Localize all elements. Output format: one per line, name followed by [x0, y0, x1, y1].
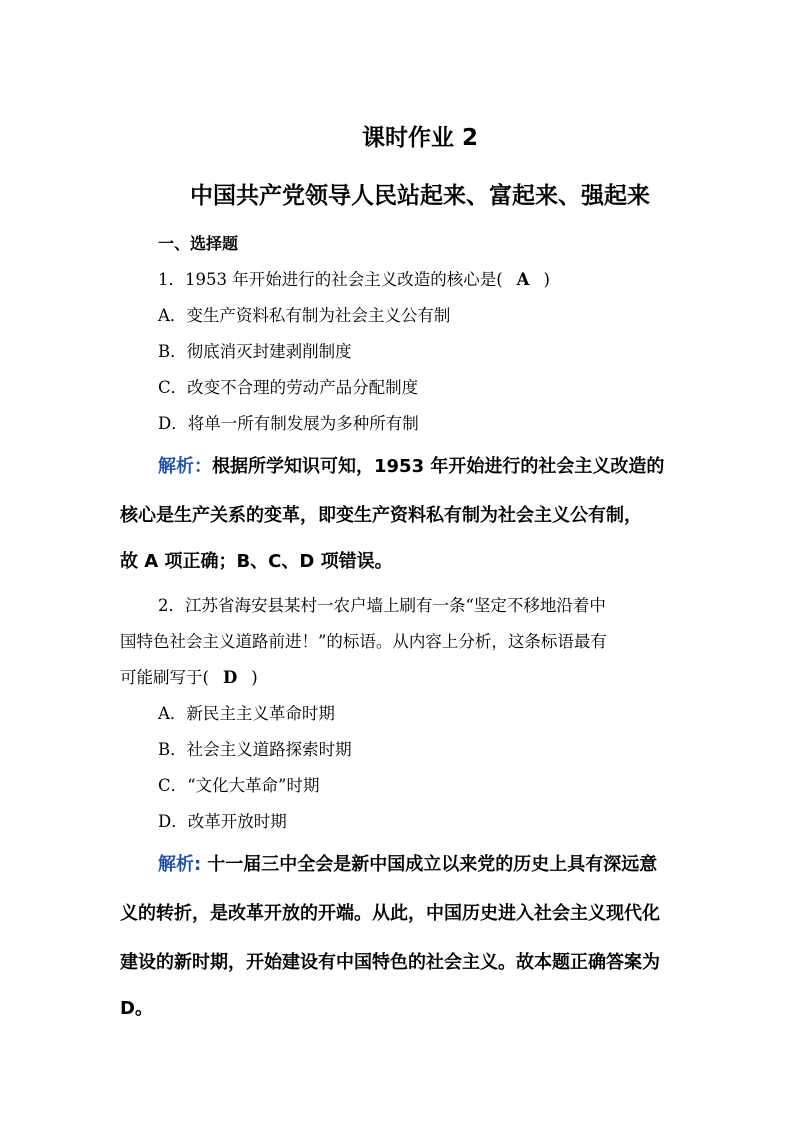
question-2-analysis-line-3: 建设的新时期，开始建设有中国特色的社会主义。故本题正确答案为: [120, 952, 660, 973]
question-1-option-d: D．将单一所有制发展为多种所有制: [158, 414, 419, 433]
question-2-option-c: C．“文化大革命”时期: [158, 776, 320, 795]
question-2-analysis-line-4: D。: [120, 998, 153, 1019]
question-2-analysis-line-2: 义的转折，是改革开放的开端。从此，中国历史进入社会主义现代化: [120, 903, 660, 924]
question-1-analysis-label: 解析：: [158, 456, 212, 477]
question-2-analysis-text: 十一届三中全会是新中国成立以来党的历史上具有深远意: [207, 854, 658, 875]
question-1-option-a: A．变生产资料私有制为社会主义公有制: [158, 306, 451, 325]
question-1-analysis-text: 根据所学知识可知，1953 年开始进行的社会主义改造的: [212, 456, 665, 477]
question-1-analysis-line-2: 核心是生产关系的变革，即变生产资料私有制为社会主义公有制，: [120, 505, 642, 526]
question-2-analysis-label: 解析:: [158, 854, 202, 875]
question-2-stem-line-3: [120, 670, 258, 687]
question-2-option-b: B．社会主义道路探索时期: [158, 740, 352, 759]
question-1-stem: [158, 272, 550, 289]
question-1-analysis-line-3: 故 A 项正确；B、C、D 项错误。: [120, 551, 393, 572]
question-2-stem-close: ): [251, 668, 258, 687]
page-title: 课时作业 2: [361, 125, 478, 151]
question-1-option-c: C．改变不合理的劳动产品分配制度: [158, 378, 419, 397]
question-1-option-b: B．彻底消灭封建剥削制度: [158, 342, 352, 361]
question-1-stem-close: ): [543, 270, 550, 289]
question-2-stem-line-2: 国特色社会主义道路前进！”的标语。从内容上分析，这条标语最有: [120, 632, 607, 651]
question-2-option-a: A．新民主主义革命时期: [158, 704, 335, 723]
question-1-analysis-line-1: [158, 458, 664, 476]
question-2-answer: D: [222, 668, 238, 687]
section-heading: 一、选择题: [158, 234, 239, 253]
question-2-stem-line-1: 2．江苏省海安县某村一农户墙上刷有一条“坚定不移地沿着中: [158, 596, 606, 615]
question-1-answer: A: [516, 270, 530, 289]
page-subtitle: 中国共产党领导人民站起来、富起来、强起来: [190, 183, 650, 209]
question-1-stem-text: 1．1953 年开始进行的社会主义改造的核心是(: [158, 270, 503, 289]
question-2-stem-text: 可能刷写于(: [120, 668, 209, 687]
question-2-option-d: D．改革开放时期: [158, 812, 287, 831]
question-2-analysis-line-1: [158, 856, 657, 874]
